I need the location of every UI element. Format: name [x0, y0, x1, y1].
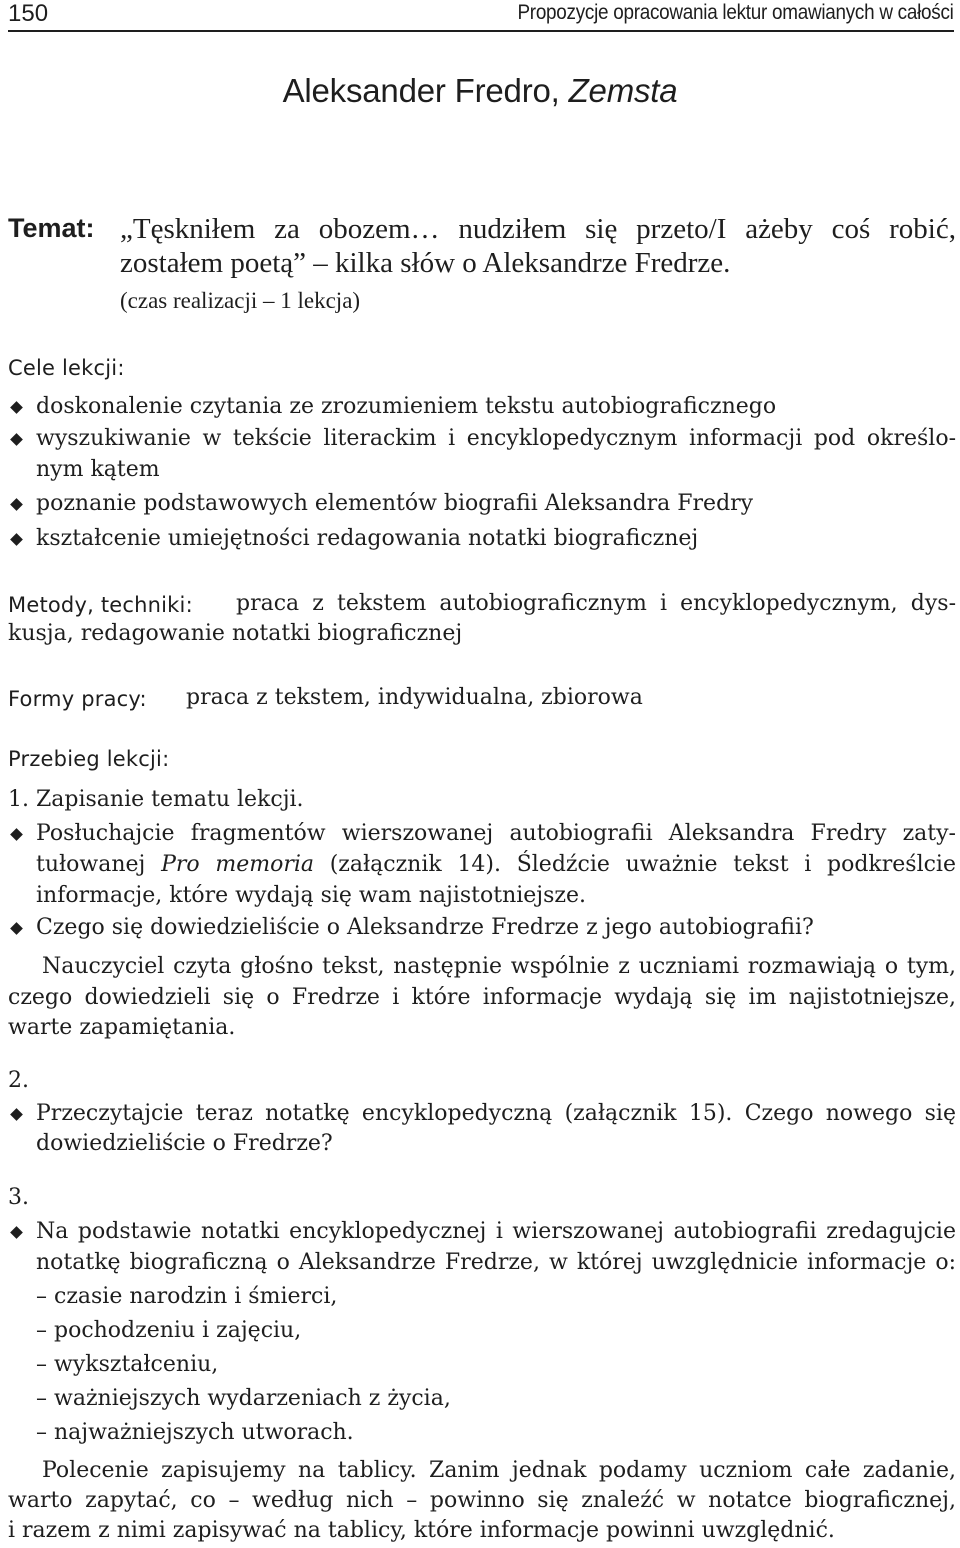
title-author: Aleksander Fredro, — [282, 72, 569, 109]
cele-item-2-line-2: nym kątem — [36, 457, 160, 482]
step-2-bullet-line-2: dowiedzieliście o Fredrze? — [36, 1131, 333, 1156]
step-1 — [8, 787, 304, 812]
cele-item-3: poznanie podstawowych elementów biografii Aleksandra Fredry — [36, 491, 754, 516]
dash-item: – czasie narodzin i śmierci, — [36, 1284, 338, 1309]
teacher-note-1-line-3: warte zapamiętania. — [8, 1015, 236, 1040]
lesson-duration: (czas realizacji – 1 lekcja) — [120, 288, 361, 313]
running-title: Propozycje opracowania lektur omawianych w całości — [517, 1, 954, 24]
temat-label: Temat: — [8, 213, 95, 243]
teacher-note-2-line-3: i razem z nimi zapisywać na tablicy, które informacje powinni uwzględnić. — [8, 1518, 835, 1543]
step-3-bullet-line-2: notatkę biograficzną o Aleksandrze Fredrze, w której uwzględnicie informacje o: — [36, 1250, 956, 1275]
running-header — [8, 0, 954, 32]
step-1-bullet-1-line-3: informacje, które wydają się wam najistotniejsze. — [36, 883, 587, 908]
dash-item: – pochodzeniu i zajęciu, — [36, 1318, 302, 1343]
title-work: Zemsta — [568, 72, 678, 109]
page-number: 150 — [8, 0, 49, 27]
cele-item-4: kształcenie umiejętności redagowania notatki biograficznej — [36, 526, 699, 551]
formy-text: praca z tekstem, indywidualna, zbiorowa — [186, 685, 643, 710]
metody-text-line-1: praca z tekstem autobiograficznym i encyklopedycznym, dys- — [236, 591, 956, 616]
teacher-note-1-line-2: czego dowiedzieli się o Fredrze i które informacje wydają się im najistotniejsze, — [8, 985, 956, 1010]
formy-label: Formy pracy: — [8, 687, 147, 711]
temat-text: „Tęskniłem za obozem… nudziłem się przeto/I ażeby coś robić, zostałem poetą” – kilka słów o Aleksandrze Fredrze. — [120, 213, 956, 279]
cele-item-2-line-1: wyszukiwanie w tekście literackim i encyklopedycznym informacji pod określo- — [36, 426, 956, 451]
cele-label: Cele lekcji: — [8, 356, 125, 380]
text-fragment: (załącznik 14). Śledźcie uważnie tekst i podkreślcie — [314, 852, 956, 877]
step-1-bullet-1-line-1: Posłuchajcie fragmentów wierszowanej autobiografii Aleksandra Fredry zaty- — [36, 821, 956, 846]
diamond-bullet-icon — [10, 828, 24, 842]
step-number: 1. — [8, 787, 29, 812]
diamond-bullet-icon — [10, 533, 24, 547]
diamond-bullet-icon — [10, 922, 24, 936]
cele-item-1: doskonalenie czytania ze zrozumieniem tekstu autobiograficznego — [36, 394, 777, 419]
diamond-bullet-icon — [10, 433, 24, 447]
step-1-bullet-1-line-2 — [36, 852, 956, 877]
teacher-note-2-line-2: warto zapytać, co – według nich – powinno się znaleźć w notatce biograficznej, — [8, 1488, 956, 1513]
diamond-bullet-icon — [10, 1226, 24, 1240]
diamond-bullet-icon — [10, 401, 24, 415]
step-3-bullet-line-1: Na podstawie notatki encyklopedycznej i wierszowanej autobiografii zredagujcie — [36, 1219, 956, 1244]
przebieg-label: Przebieg lekcji: — [8, 747, 170, 771]
dash-item: – wykształceniu, — [36, 1352, 219, 1377]
step-title: Zapisanie tematu lekcji. — [36, 787, 304, 812]
teacher-note-1-line-1: Nauczyciel czyta głośno tekst, następnie wspólnie z uczniami rozmawiają o tym, — [42, 954, 956, 979]
step-2-number: 2. — [8, 1068, 29, 1093]
dash-item: – najważniejszych utworach. — [36, 1420, 354, 1445]
document-title — [0, 72, 960, 110]
step-3-number: 3. — [8, 1185, 29, 1210]
work-title-pro-memoria: Pro memoria — [161, 852, 314, 877]
dash-item: – ważniejszych wydarzeniach z życia, — [36, 1386, 451, 1411]
teacher-note-2-line-1: Polecenie zapisujemy na tablicy. Zanim jednak podamy uczniom całe zadanie, — [42, 1458, 956, 1483]
metody-label: Metody, techniki: — [8, 593, 193, 617]
text-fragment: tułowanej — [36, 852, 162, 877]
diamond-bullet-icon — [10, 1108, 24, 1122]
diamond-bullet-icon — [10, 498, 24, 512]
step-1-bullet-2: Czego się dowiedzieliście o Aleksandrze Fredrze z jego autobiografii? — [36, 915, 814, 940]
step-2-bullet-line-1: Przeczytajcie teraz notatkę encyklopedyczną (załącznik 15). Czego nowego się — [36, 1101, 956, 1126]
metody-text-line-2: kusja, redagowanie notatki biograficznej — [8, 621, 463, 646]
